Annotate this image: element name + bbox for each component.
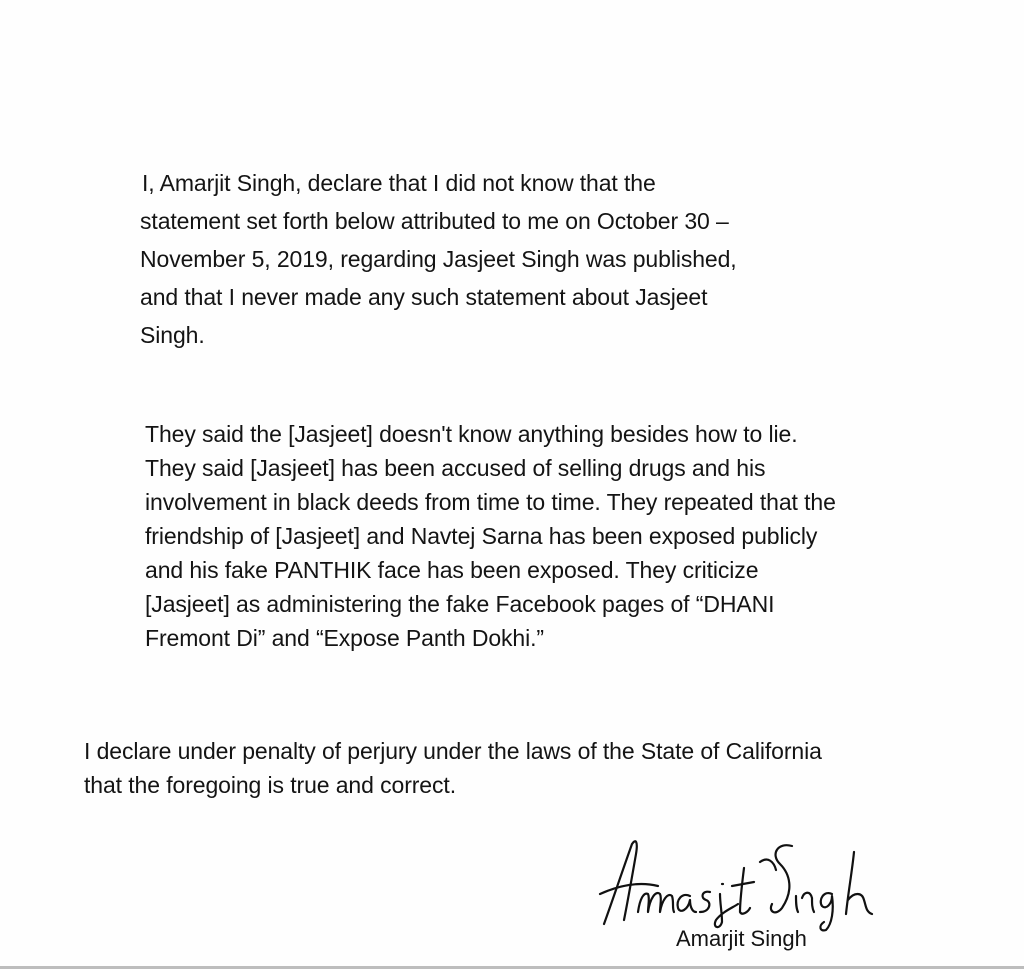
statement-line: Fremont Di” and “Expose Panth Dokhi.” bbox=[145, 625, 544, 651]
statement-line: They said the [Jasjeet] doesn't know anything besides how to lie. bbox=[145, 421, 798, 447]
signatory-printed-name: Amarjit Singh bbox=[676, 926, 807, 951]
declaration-line: November 5, 2019, regarding Jasjeet Singh was published, bbox=[140, 246, 737, 272]
statement-line: They said [Jasjeet] has been accused of selling drugs and his bbox=[145, 455, 766, 481]
perjury-line: I declare under penalty of perjury under the laws of the State of California bbox=[84, 738, 822, 764]
statement-line: friendship of [Jasjeet] and Navtej Sarna has been exposed publicly bbox=[145, 523, 818, 549]
statement-line: [Jasjeet] as administering the fake Facebook pages of “DHANI bbox=[145, 591, 775, 617]
statement-line: involvement in black deeds from time to time. They repeated that the bbox=[145, 489, 836, 515]
perjury-line: that the foregoing is true and correct. bbox=[84, 772, 456, 798]
declaration-line: and that I never made any such statement about Jasjeet bbox=[140, 284, 708, 310]
declaration-line: I, Amarjit Singh, declare that I did not know that the bbox=[142, 170, 656, 196]
handwritten-signature bbox=[592, 832, 922, 932]
statement-line: and his fake PANTHIK face has been exposed. They criticize bbox=[145, 557, 759, 583]
declaration-line: Singh. bbox=[140, 322, 205, 348]
declaration-line: statement set forth below attributed to me on October 30 – bbox=[140, 208, 729, 234]
